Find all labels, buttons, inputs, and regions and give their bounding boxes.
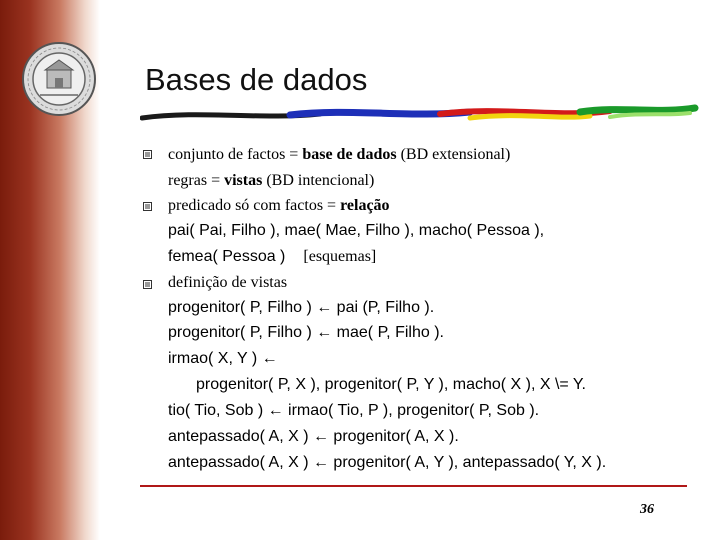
bullet-icon <box>143 202 152 211</box>
bullet-icon <box>143 280 152 289</box>
text-line: definição de vistas <box>168 274 288 291</box>
text-line: regras = vistas (BD intencional) <box>168 172 375 189</box>
code-line: progenitor( P, X ), progenitor( P, Y ), macho( X ), X \= Y. <box>196 376 586 393</box>
slide-title: Bases de dados <box>145 62 368 97</box>
text-line: predicado só com factos = relação <box>168 197 390 214</box>
text-line: conjunto de factos = base de dados (BD extensional) <box>168 146 511 163</box>
footer-rule <box>140 485 687 487</box>
text-line: femea( Pessoa ) [esquemas] <box>168 248 377 265</box>
code-line: tio( Tio, Sob ) ← irmao( Tio, P ), progenitor( P, Sob ). <box>168 402 540 419</box>
code-line: progenitor( P, Filho ) ← mae( P, Filho ). <box>168 324 444 341</box>
page-number: 36 <box>640 502 654 517</box>
bullet-icon <box>143 150 152 159</box>
code-line: antepassado( A, X ) ← progenitor( A, Y ), antepassado( Y, X ). <box>168 454 607 471</box>
text-line: pai( Pai, Filho ), mae( Mae, Filho ), macho( Pessoa ), <box>168 222 545 239</box>
title-underline-brushstroke <box>140 100 700 126</box>
code-line: antepassado( A, X ) ← progenitor( A, X ). <box>168 428 459 445</box>
code-line: irmao( X, Y ) ← <box>168 350 278 367</box>
code-line: progenitor( P, Filho ) ← pai (P, Filho ). <box>168 299 435 316</box>
university-seal-icon <box>20 40 98 118</box>
